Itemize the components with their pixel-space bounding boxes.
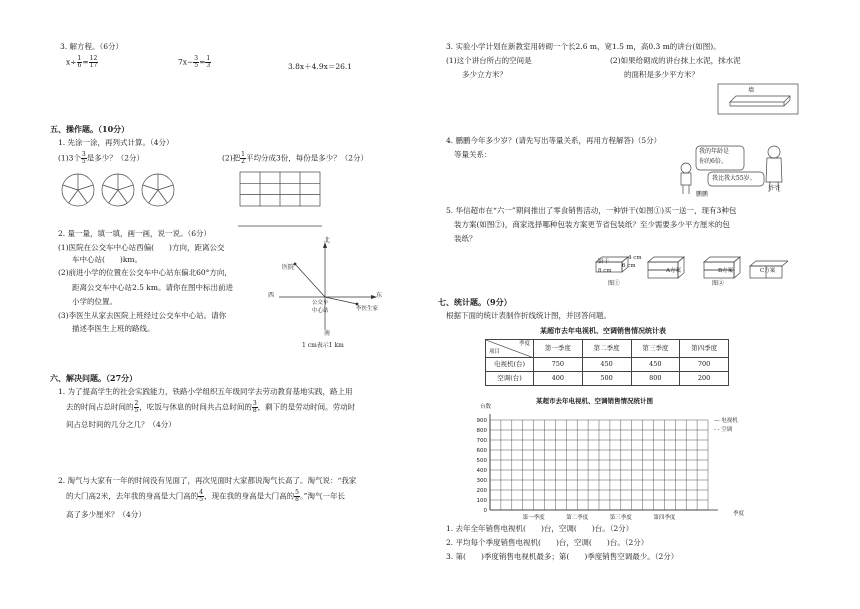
table-cell: 800 [631,372,680,386]
section-6-title: 六、解决问题。（27分） [50,373,138,383]
s6-q2-line1: 2. 淘气与大家有一年的时间没有见面了，再次见面时大家都说淘气长高了。淘气说：“我家 [58,476,357,485]
s6-q1-line2: 去的时间占总时间的 $\frac{2}{5}$ ，吃饭与休息的时间共占总时间的 $\frac{3}{8}$ ，剩下的是劳动时间。劳动时 [66,400,356,414]
bubble-2: 我比我大55岁。 [712,175,756,182]
r-q5-line1: 5. 华信超市在“六一”期间推出了零食销售活动，一种饼干(如图①)买一送一，现有3种包 [446,206,737,215]
x-tick-label: 第四季度 [653,515,676,521]
equation-1: x÷ $\frac{1}{6}$ = $\frac{12}{17}$ [66,55,98,69]
s7-question-1: 1. 去年全年销售电视机( )台，空调( )台。（2分） [446,524,634,533]
direction-map [265,240,385,338]
s5-q2-line7: 描述李医生上班的路线。 [72,324,155,333]
table-row [486,358,729,372]
dim-4cm: 4 cm [628,255,642,261]
s5-q2-title: 2. 量一量，填一填，画一画，说一说。（6分） [58,229,212,238]
y-tick-label: 600 [476,448,487,454]
chart-x-label: 季度 [733,511,745,517]
equation-2: 7x− $\frac{3}{5}$ = $\frac{1}{3}$ [178,55,211,69]
y-tick-label: 500 [476,458,487,464]
y-tick-label: 900 [476,418,487,424]
map-scale: 1 cm表示1 km [302,342,344,349]
podium-figure [716,82,800,116]
r-q4-line2: 等量关系： [454,150,492,159]
map-north: 北 [324,237,331,244]
y-tick-label: 0 [483,508,487,514]
table-cell: 200 [680,372,729,386]
bubble-1-line1: 我的年龄是 [699,148,730,155]
kid-grandpa-illustration [672,144,802,200]
table-cell: 450 [631,358,680,372]
s5-q2-line2: 车中心站( )km。 [72,255,143,264]
legend-ac: - - 空调 [714,427,733,433]
map-west: 西 [268,292,275,299]
s6-q2-line3: 高了多少厘米？（4分） [66,510,146,519]
x-tick-label: 第二季度 [566,515,589,521]
map-south: 南 [324,330,331,337]
map-hospital: 医院 [282,264,295,271]
kid-label: 鹏鹏 [696,191,709,198]
r-q3-part2b: 的面积是多少平方米？ [624,70,699,79]
s5-q2-line4: 距离公交车中心站2.5 km。请你在图中标出前进 [72,283,233,292]
map-home: 李医生家 [356,306,379,312]
table-row-label: 电视机(台) [486,358,534,372]
y-tick-label: 100 [476,498,487,504]
y-tick-label: 700 [476,438,487,444]
r-q5-line2: 装方案(如图②)，商家选择哪种包装方案更节省包装纸？至少需要多少平方厘米的包 [454,220,730,229]
grandpa-label: 爷爷 [768,185,781,192]
r-q3-part2a: (2)如果给砌成的讲台抹上水泥，抹水泥 [610,56,741,65]
line-chart [468,408,752,524]
s5-q2-line1: (1)医院在公交车中心站西偏( )方向，距离公交 [58,243,225,252]
map-east: 东 [376,292,383,299]
table-header: 第四季度 [680,340,729,358]
legend-tv: — 电视机 [714,418,738,424]
figure-1-label: 图① [608,280,621,287]
s7-question-3: 3. 第( )季度销售电视机最多；第( )季度销售空调最少。（2分） [446,552,679,561]
section-5-title: 五、操作题。（10分） [50,124,130,134]
s6-q2-line2: 的大门高2米，去年我的身高是大门高的 $\frac{4}{5}$ ，现在我的身高是大门高的 $\frac{5}{8}$ 。”淘气一年长 [66,489,346,503]
table-cell: 500 [582,372,631,386]
table-cell: 700 [680,358,729,372]
y-tick-label: 200 [476,488,487,494]
table-row [486,372,729,386]
stats-table-title: 某超市去年电视机、空调销售情况统计表 [540,326,666,335]
dim-6cm: 6 cm [622,263,636,269]
x-tick-label: 第三季度 [609,515,632,521]
s5-q2-line3: (2)前进小学的位置在公交车中心站东偏北60°方向， [58,268,232,277]
wall-label: 墙 [748,87,755,94]
plan-b-label: B方案 [718,268,734,274]
equation-3: 3.8x＋4.9x＝26.1 [288,62,353,71]
plan-c-label: C方案 [760,268,776,274]
s5-q1-part2: (2)把 $\frac{1}{2}$ 平均分成3份，每份是多少？（2分） [222,151,368,165]
dim-8cm: 8 cm [598,268,612,274]
table-header: 第三季度 [631,340,680,358]
pie-circles-figure [60,170,180,210]
table-corner-cell: 季度 项目 [486,340,534,358]
r-q3-line1: 3. 实验小学计划在新教室用砖砌一个长2.6 m，宽1.5 m，高0.3 m的讲台(如图)。 [446,42,721,51]
s6-q1-line3: 间占总时间的几分之几？（4分） [66,420,176,429]
s5-q1-part1: (1)3个 $\frac{3}{5}$ 是多少？（2分） [58,151,145,165]
s5-q1-title: 1. 先涂一涂，再列式计算。（4分） [58,138,174,147]
table-row-label: 空调(台) [486,372,534,386]
table-cell: 750 [534,358,583,372]
r-q4-line1: 4. 鹏鹏今年多少岁？(请先写出等量关系，再用方程解答)（5分） [446,136,662,145]
y-tick-label: 300 [476,478,487,484]
bubble-1-line2: 你的6倍。 [699,158,727,165]
figure-2-label: 图② [712,280,725,287]
map-station-line2: 中心站 [312,308,329,314]
r-q3-part1b: 多少立方米？ [462,70,507,79]
table-header-row [486,340,729,358]
table-cell: 450 [582,358,631,372]
table-cell: 400 [534,372,583,386]
s7-question-2: 2. 平均每个季度销售电视机( )台，空调( )台。（2分） [446,538,649,547]
table-header: 第一季度 [534,340,583,358]
y-tick-label: 400 [476,468,487,474]
s6-q1-line1: 1. 为了提高学生的社会实践能力，铁路小学组织五年级同学去劳动教育基地实践，路上用 [58,387,353,396]
chart-title: 某超市去年电视机、空调销售情况统计图 [536,397,653,405]
biscuit-label: 饼干 [598,259,610,265]
stats-table [485,339,729,386]
section-7-title: 七、统计题。（9分） [438,297,512,307]
chart-unit-label: 台数 [480,404,492,410]
map-station-line1: 公交车 [312,300,329,306]
r-q3-part1a: (1)这个讲台所占的空间是 [446,56,532,65]
x-tick-label: 第一季度 [522,515,545,521]
s5-q2-line6: (3)李医生从家去医院上班经过公交车中心站。请你 [58,311,227,320]
grid-rectangle-figure [238,170,322,228]
plan-a-label: A方案 [666,268,681,274]
s5-q2-line5: 小学的位置。 [72,297,117,306]
s7-intro: 根据下面的统计表制作折线统计图，并回答问题。 [446,311,611,320]
r-q5-line3: 装纸？ [454,234,477,243]
q3-title: 3. 解方程。（6分） [60,42,124,51]
y-tick-label: 800 [476,428,487,434]
table-header: 第二季度 [582,340,631,358]
